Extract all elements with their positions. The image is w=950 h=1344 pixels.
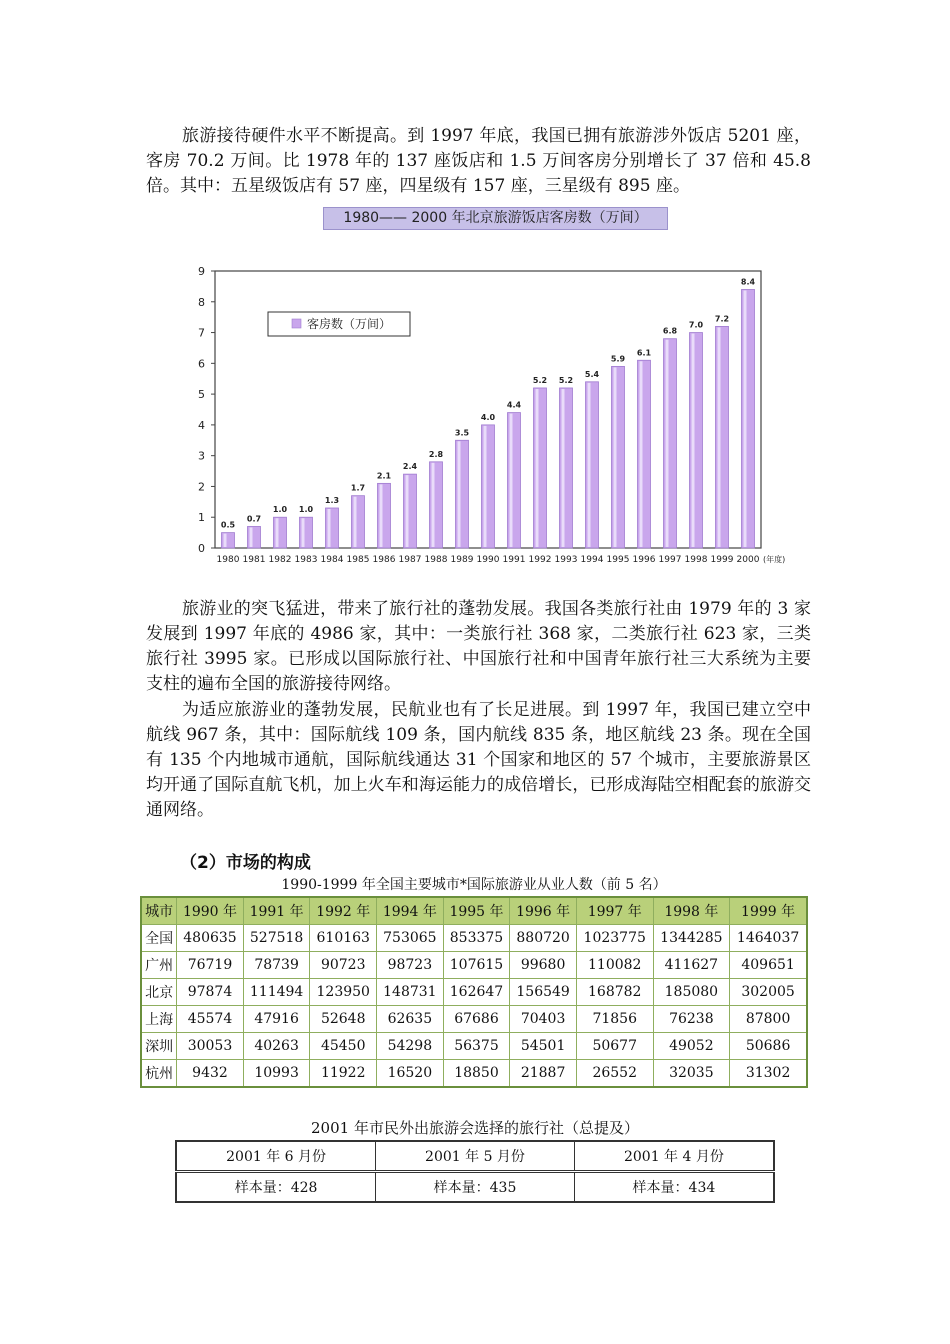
table2-caption: 2001 年市民外出旅游会选择的旅行社（总提及） (311, 1119, 639, 1137)
table1-header-cell: 1999 年 (730, 897, 807, 925)
table-row (141, 979, 807, 1006)
paragraph-hotels: 旅游接待硬件水平不断提高。到 1997 年底，我国已拥有旅游涉外饭店 5201 座，客房 70.2 万间。比 1978 年的 137 座饭店和 1.5 万间客房分别增长了 37 倍和 45.8 倍。其中：五星级饭店有 57 座，四星级有 157 座，三星级有 895 座。 (146, 126, 811, 196)
y-tick-label: 6 (198, 357, 205, 371)
data-label: 1.0 (272, 505, 288, 515)
bar-highlight (692, 334, 695, 547)
x-tick-label: 1995 (606, 555, 630, 565)
x-tick-label: 1999 (710, 555, 734, 565)
value-cell: 54501 (510, 1033, 577, 1060)
bar (612, 366, 625, 548)
bar-highlight (406, 475, 409, 547)
data-label: 7.2 (714, 314, 730, 324)
bar (248, 526, 261, 548)
value-cell: 67686 (443, 1006, 510, 1033)
table-row (141, 952, 807, 979)
x-tick-label: 1988 (424, 555, 448, 565)
city-cell: 深圳 (141, 1033, 177, 1060)
table-row (141, 1006, 807, 1033)
bar-highlight (224, 534, 227, 547)
bar (638, 360, 651, 548)
data-label: 7.0 (688, 320, 704, 330)
value-cell: 107615 (443, 952, 510, 979)
value-cell: 49052 (653, 1033, 730, 1060)
value-cell: 168782 (576, 979, 653, 1006)
bar (664, 339, 677, 548)
bar-highlight (276, 518, 279, 547)
x-tick-label: 1987 (398, 555, 422, 565)
data-label: 2.4 (402, 462, 418, 472)
table-row (141, 925, 807, 952)
data-label: 8.4 (740, 277, 756, 287)
city-cell: 杭州 (141, 1060, 177, 1088)
x-tick-label: 1991 (502, 555, 526, 565)
x-tick-label: 1997 (658, 555, 682, 565)
y-tick-label: 4 (198, 418, 205, 432)
value-cell: 18850 (443, 1060, 510, 1088)
data-label: 0.7 (246, 514, 262, 524)
value-cell: 87800 (730, 1006, 807, 1033)
value-cell: 54298 (377, 1033, 444, 1060)
bar-highlight (510, 414, 513, 547)
sample-size-cell: 样本量：435 (376, 1172, 575, 1203)
value-cell: 880720 (510, 925, 577, 952)
bar-highlight (328, 509, 331, 547)
value-cell: 30053 (177, 1033, 244, 1060)
x-tick-label: 1993 (554, 555, 578, 565)
value-cell: 156549 (510, 979, 577, 1006)
value-cell: 56375 (443, 1033, 510, 1060)
value-cell: 76719 (177, 952, 244, 979)
table1-header-cell: 1995 年 (443, 897, 510, 925)
sample-size-cell: 样本量：428 (176, 1172, 376, 1203)
value-cell: 1023775 (576, 925, 653, 952)
x-tick-label: 1989 (450, 555, 474, 565)
sample-size-cell: 样本量：434 (574, 1172, 774, 1203)
city-cell: 北京 (141, 979, 177, 1006)
table1-header-cell: 1992 年 (310, 897, 377, 925)
city-cell: 上海 (141, 1006, 177, 1033)
chart-title: 1980—— 2000 年北京旅游饭店客房数（万间） (323, 207, 668, 230)
bar-highlight (614, 367, 617, 547)
data-label: 5.4 (584, 369, 600, 379)
bar-highlight (588, 383, 591, 547)
city-cell: 全国 (141, 925, 177, 952)
value-cell: 47916 (243, 1006, 310, 1033)
y-tick-label: 3 (198, 449, 205, 463)
table1-header-cell: 1997 年 (576, 897, 653, 925)
bar (482, 425, 495, 548)
value-cell: 32035 (653, 1060, 730, 1088)
value-cell: 99680 (510, 952, 577, 979)
bar (742, 289, 755, 548)
table1-header-cell: 1990 年 (177, 897, 244, 925)
y-tick-label: 8 (198, 295, 205, 309)
data-label: 2.1 (376, 471, 392, 481)
data-label: 2.8 (428, 449, 444, 459)
table2-header-cell: 2001 年 5 月份 (376, 1141, 575, 1172)
y-tick-label: 7 (198, 326, 205, 340)
bar (508, 413, 521, 548)
value-cell: 111494 (243, 979, 310, 1006)
x-tick-label: 1992 (528, 555, 552, 565)
data-label: 5.9 (610, 354, 626, 364)
bar-highlight (562, 389, 565, 547)
bar (404, 474, 417, 548)
bar (560, 388, 573, 548)
bar-highlight (640, 361, 643, 547)
x-tick-label: 1984 (320, 555, 344, 565)
x-tick-label: 2000 (736, 555, 760, 565)
x-tick-label: 1981 (242, 555, 266, 565)
room-count-bar-chart (195, 262, 795, 572)
section-heading: （2）市场的构成 (180, 853, 311, 873)
data-label: 4.4 (506, 400, 522, 410)
bar-highlight (250, 527, 253, 547)
bar-highlight (354, 497, 357, 547)
value-cell: 26552 (576, 1060, 653, 1088)
x-tick-label: 1994 (580, 555, 604, 565)
x-tick-label: 1983 (294, 555, 318, 565)
bar (690, 333, 703, 548)
y-tick-label: 2 (198, 480, 205, 494)
value-cell: 90723 (310, 952, 377, 979)
value-cell: 480635 (177, 925, 244, 952)
value-cell: 753065 (377, 925, 444, 952)
y-tick-label: 1 (198, 511, 205, 525)
value-cell: 1344285 (653, 925, 730, 952)
bar (586, 382, 599, 548)
y-tick-label: 9 (198, 265, 205, 278)
data-label: 6.8 (662, 326, 678, 336)
table-row (141, 1060, 807, 1088)
x-tick-label: 1982 (268, 555, 292, 565)
x-tick-label: 1980 (216, 555, 240, 565)
value-cell: 70403 (510, 1006, 577, 1033)
bar-highlight (718, 327, 721, 547)
x-tick-label: 1998 (684, 555, 708, 565)
value-cell: 123950 (310, 979, 377, 1006)
value-cell: 50686 (730, 1033, 807, 1060)
bar (222, 533, 235, 548)
travel-agency-sample-table (175, 1140, 775, 1203)
value-cell: 21887 (510, 1060, 577, 1088)
bar (716, 326, 729, 548)
value-cell: 10993 (243, 1060, 310, 1088)
value-cell: 527518 (243, 925, 310, 952)
table1-header-cell: 1998 年 (653, 897, 730, 925)
data-label: 0.5 (220, 520, 236, 530)
bar (378, 483, 391, 548)
bar-highlight (380, 484, 383, 547)
table1-header-cell: 1994 年 (377, 897, 444, 925)
value-cell: 110082 (576, 952, 653, 979)
bar-highlight (432, 463, 435, 547)
value-cell: 71856 (576, 1006, 653, 1033)
data-label: 6.1 (636, 348, 652, 358)
value-cell: 162647 (443, 979, 510, 1006)
y-tick-label: 5 (198, 388, 205, 402)
value-cell: 31302 (730, 1060, 807, 1088)
data-label: 1.3 (324, 495, 340, 505)
bar-highlight (484, 426, 487, 547)
value-cell: 185080 (653, 979, 730, 1006)
value-cell: 50677 (576, 1033, 653, 1060)
value-cell: 409651 (730, 952, 807, 979)
data-label: 4.0 (480, 412, 496, 422)
bar (456, 440, 469, 548)
value-cell: 11922 (310, 1060, 377, 1088)
y-tick-label: 0 (198, 542, 205, 555)
paragraph-aviation: 为适应旅游业的蓬勃发展，民航业也有了长足进展。到 1997 年，我国已建立空中航线 967 条，其中：国际航线 109 条，国内航线 835 条，地区航线 23 条。现在全国有 135 个内地城市通航，国际航线通达 31 个国家和地区的 57 个城市，主要旅游景区均开通了国际直航飞机，加上火车和海运能力的成倍增长，已形成海陆空相配套的旅游交通网络。 (146, 700, 811, 820)
x-tick-label: 1996 (632, 555, 656, 565)
x-axis-unit: (年度) (763, 555, 786, 564)
employment-table (140, 896, 808, 1088)
table2-header-cell: 2001 年 6 月份 (176, 1141, 376, 1172)
value-cell: 52648 (310, 1006, 377, 1033)
bar (274, 517, 287, 548)
value-cell: 40263 (243, 1033, 310, 1060)
value-cell: 411627 (653, 952, 730, 979)
bar (326, 508, 339, 548)
x-tick-label: 1990 (476, 555, 500, 565)
bar (300, 517, 313, 548)
value-cell: 302005 (730, 979, 807, 1006)
data-label: 5.2 (532, 375, 548, 385)
value-cell: 853375 (443, 925, 510, 952)
table1-header-cell: 1996 年 (510, 897, 577, 925)
x-tick-label: 1986 (372, 555, 396, 565)
bar (352, 496, 365, 548)
table1-header-cell: 城市 (141, 897, 177, 925)
value-cell: 78739 (243, 952, 310, 979)
data-label: 3.5 (454, 428, 470, 438)
table1-header-cell: 1991 年 (243, 897, 310, 925)
table2-header-cell: 2001 年 4 月份 (574, 1141, 774, 1172)
value-cell: 97874 (177, 979, 244, 1006)
value-cell: 9432 (177, 1060, 244, 1088)
data-label: 1.7 (350, 483, 366, 493)
x-tick-label: 1985 (346, 555, 370, 565)
bar-highlight (744, 290, 747, 547)
value-cell: 62635 (377, 1006, 444, 1033)
value-cell: 1464037 (730, 925, 807, 952)
legend-label: 客房数（万间） (307, 317, 392, 331)
value-cell: 76238 (653, 1006, 730, 1033)
table-row (141, 1033, 807, 1060)
bar-highlight (666, 340, 669, 547)
value-cell: 610163 (310, 925, 377, 952)
data-label: 1.0 (298, 505, 314, 515)
bar-highlight (302, 518, 305, 547)
bar-highlight (536, 389, 539, 547)
bar (534, 388, 547, 548)
data-label: 5.2 (558, 375, 574, 385)
value-cell: 148731 (377, 979, 444, 1006)
value-cell: 98723 (377, 952, 444, 979)
table1-caption: 1990-1999 年全国主要城市*国际旅游业从业人数（前 5 名） (281, 877, 667, 893)
paragraph-travel-agencies: 旅游业的突飞猛进，带来了旅行社的蓬勃发展。我国各类旅行社由 1979 年的 3 家发展到 1997 年底的 4986 家，其中：一类旅行社 368 家，二类旅行社 623 家，三类旅行社 3995 家。已形成以国际旅行社、中国旅行社和中国青年旅行社三大系统为主要支柱的遍布全国的旅游接待网络。 (146, 599, 811, 694)
bar (430, 462, 443, 548)
value-cell: 45450 (310, 1033, 377, 1060)
bar-highlight (458, 441, 461, 547)
city-cell: 广州 (141, 952, 177, 979)
value-cell: 16520 (377, 1060, 444, 1088)
value-cell: 45574 (177, 1006, 244, 1033)
legend-swatch (292, 319, 301, 328)
